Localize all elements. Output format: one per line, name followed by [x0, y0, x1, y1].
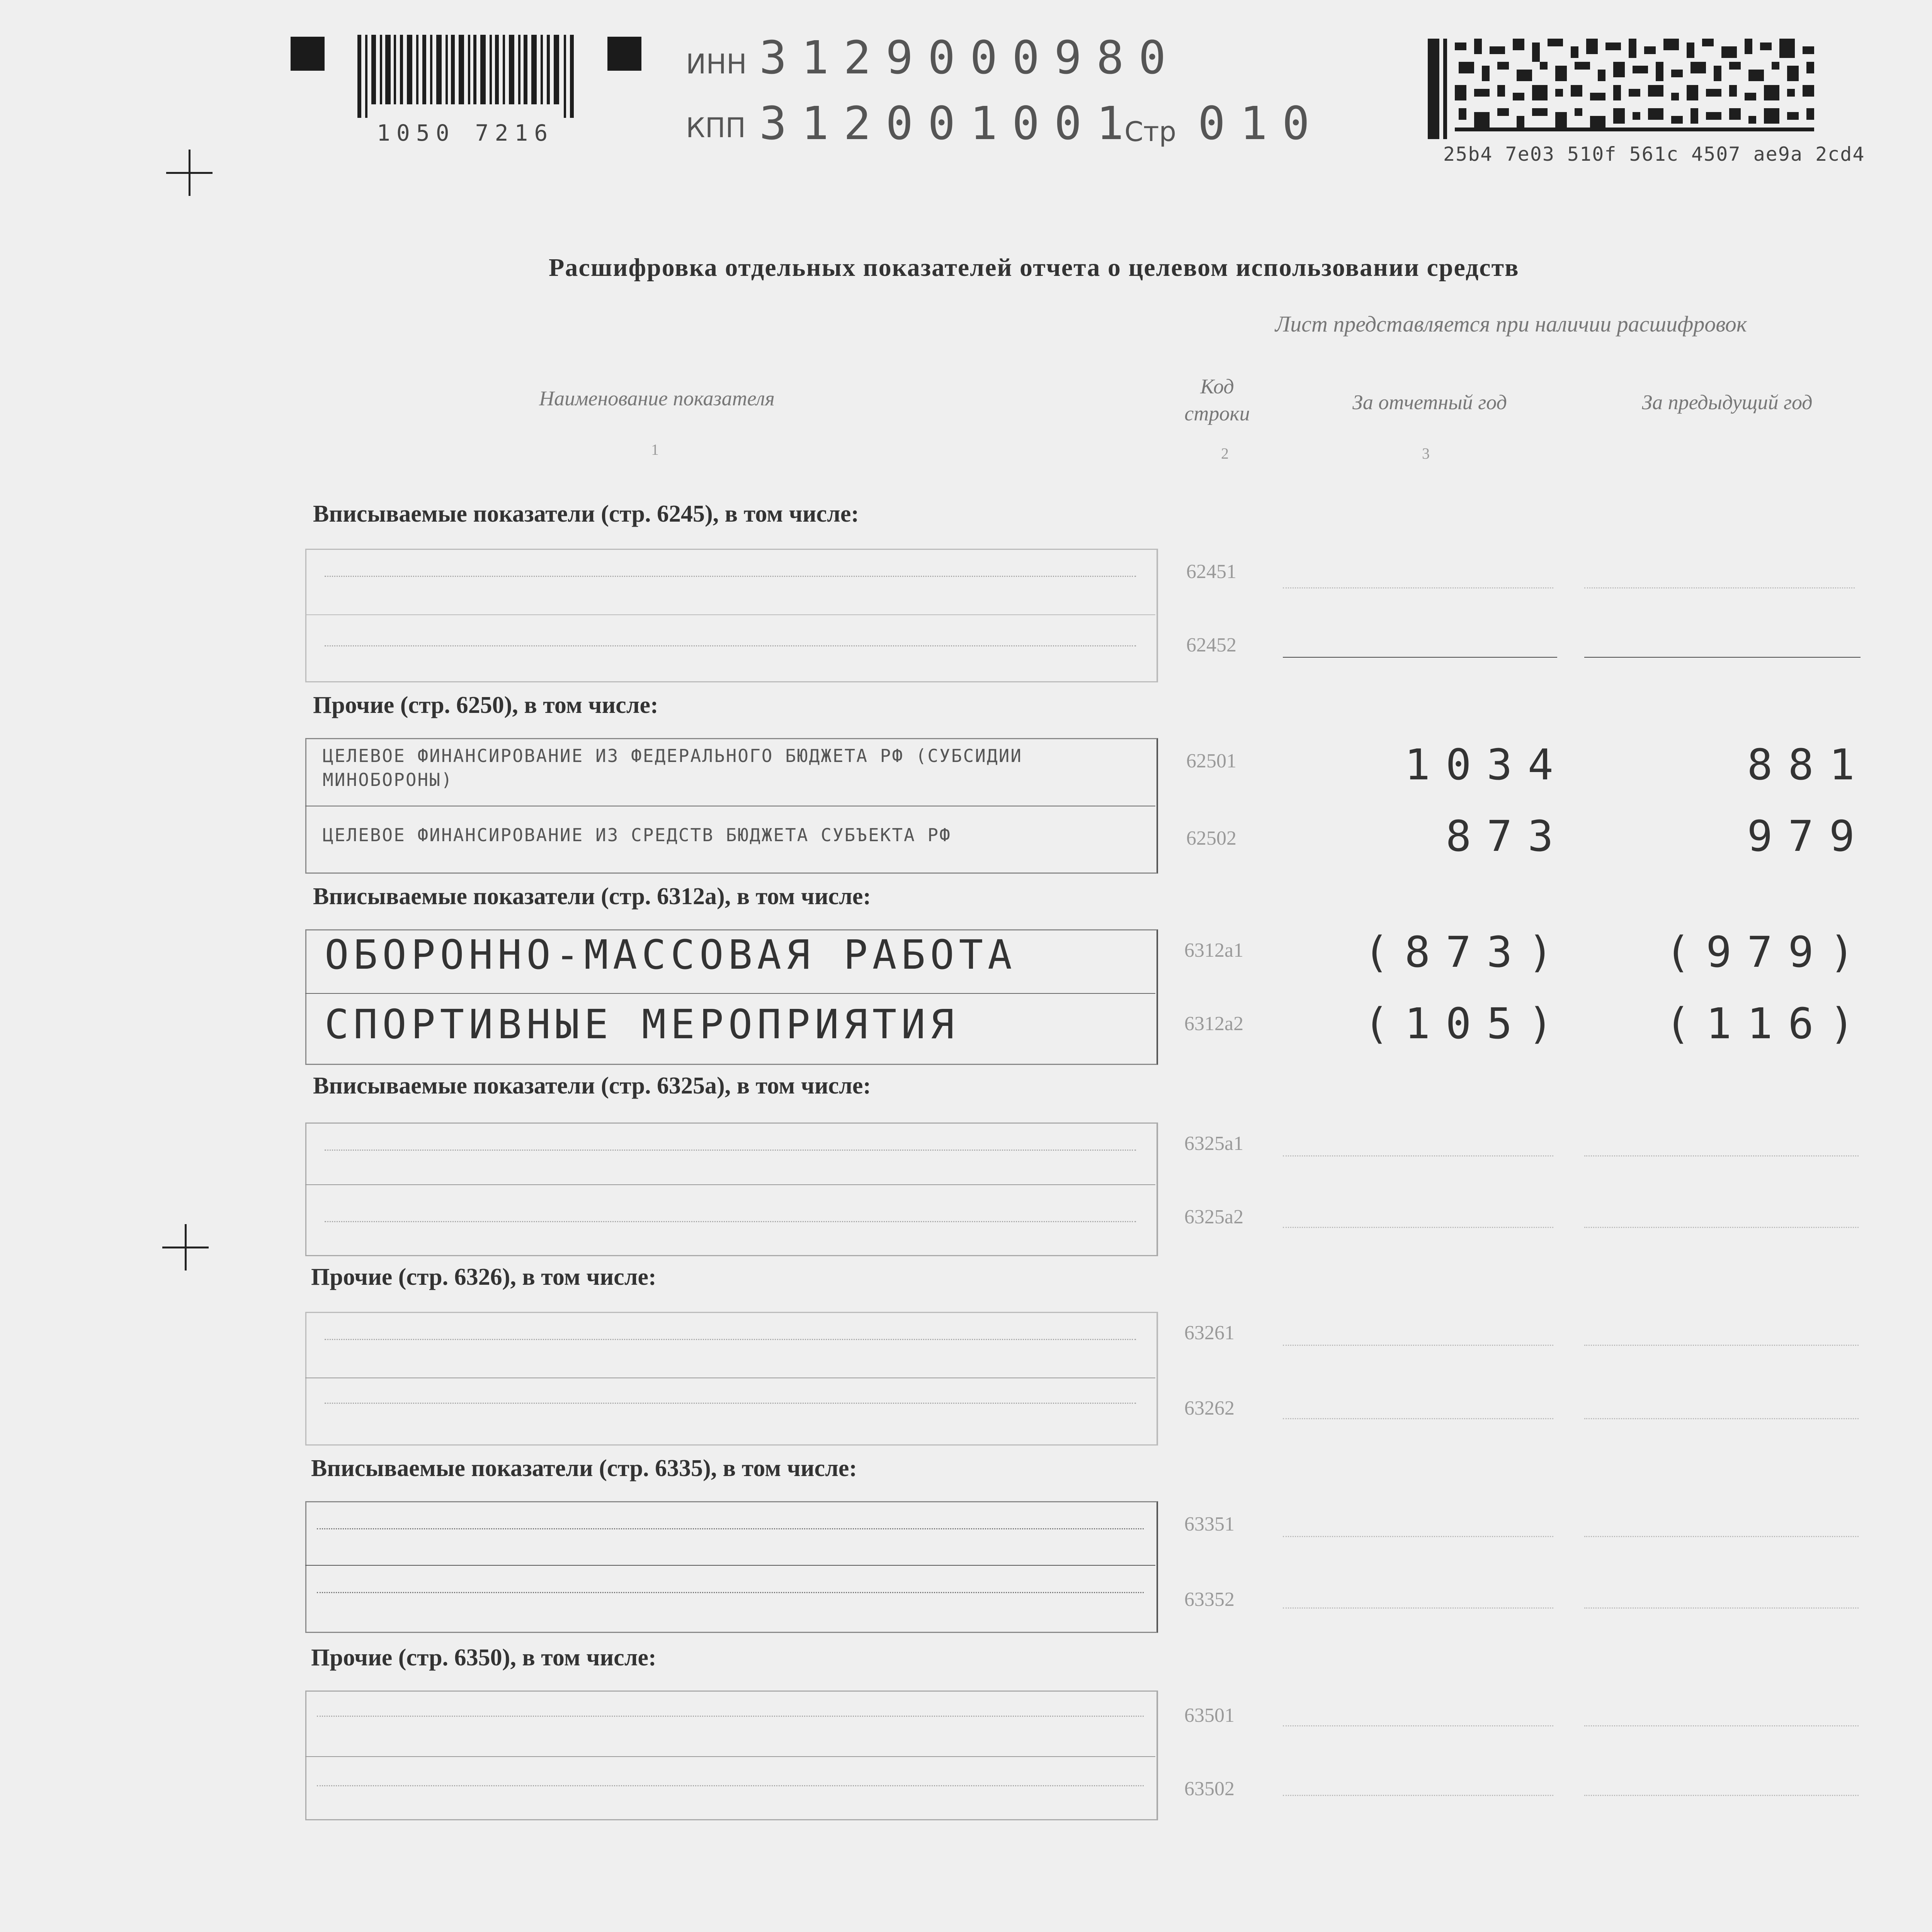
previous-year-cell[interactable]: [1584, 1536, 1859, 1537]
registration-cross: [166, 150, 213, 196]
section-heading: Вписываемые показатели (стр. 6325а), в том числе:: [313, 1073, 871, 1099]
row-code: 63352: [1184, 1588, 1235, 1611]
previous-year-value[interactable]: (116): [1665, 999, 1870, 1048]
section-heading: Вписываемые показатели (стр. 6335), в том числе:: [311, 1455, 857, 1481]
previous-year-cell[interactable]: [1584, 1607, 1859, 1609]
section-heading: Вписываемые показатели (стр. 6245), в том числе:: [313, 501, 859, 527]
entry-line: [317, 1592, 1144, 1593]
row-code: 62502: [1186, 827, 1236, 849]
current-year-cell[interactable]: [1283, 1725, 1553, 1726]
row-divider: [305, 1756, 1155, 1757]
current-year-cell[interactable]: [1283, 1418, 1553, 1419]
page-value: 010: [1198, 97, 1325, 150]
presentation-note: Лист представляется при наличии расшифровок: [1275, 311, 1747, 337]
entry-line: [317, 1716, 1144, 1717]
section-heading: Прочие (стр. 6250), в том числе:: [313, 692, 658, 718]
entry-line: [325, 1221, 1136, 1222]
row-code: 62452: [1186, 634, 1236, 656]
current-year-cell[interactable]: [1283, 1795, 1553, 1796]
current-year-cell[interactable]: [1283, 1345, 1553, 1346]
column-code-line1: Код: [1200, 375, 1234, 398]
row-name-box: [305, 1501, 1158, 1633]
page-label: Стр: [1124, 116, 1177, 148]
current-year-cell[interactable]: [1283, 587, 1553, 588]
current-year-value[interactable]: 1034: [1405, 740, 1569, 789]
row-code: 62501: [1186, 750, 1236, 772]
row-divider: [305, 614, 1155, 615]
column-number-3: 3: [1422, 445, 1430, 462]
section-heading: Прочие (стр. 6326), в том числе:: [311, 1264, 656, 1290]
current-year-cell[interactable]: [1283, 1227, 1553, 1228]
row-name: ЦЕЛЕВОЕ ФИНАНСИРОВАНИЕ ИЗ ФЕДЕРАЛЬНОГО БЮДЖЕТА РФ (СУБСИДИИ МИНОБОРОНЫ): [323, 745, 1022, 790]
entry-line: [317, 1785, 1144, 1786]
column-code-header: [1159, 373, 1275, 427]
row-divider: [305, 1565, 1155, 1566]
registration-cross: [162, 1224, 209, 1270]
entry-line: [325, 645, 1136, 646]
previous-year-cell[interactable]: [1584, 1345, 1859, 1346]
row-divider: [305, 1184, 1155, 1185]
column-number-2: 2: [1221, 445, 1229, 462]
row-code: 63351: [1184, 1513, 1235, 1535]
linear-barcode: [357, 35, 578, 118]
previous-year-value[interactable]: 979: [1747, 811, 1870, 861]
current-year-cell[interactable]: [1283, 1536, 1553, 1537]
hash-code: 25b4 7e03 510f 561c 4507 ae9a 2cd4: [1443, 143, 1865, 165]
previous-year-cell[interactable]: [1584, 1725, 1859, 1726]
barcode-number: 1050 7216: [377, 120, 554, 146]
row-name-box: [305, 549, 1158, 682]
registration-mark: [291, 37, 325, 71]
column-number-1: 1: [651, 441, 659, 458]
previous-year-cell[interactable]: [1584, 1795, 1859, 1796]
entry-line: [325, 1339, 1136, 1340]
inn-label: ИНН: [686, 48, 747, 80]
current-year-cell[interactable]: [1283, 1607, 1553, 1609]
row-name: ЦЕЛЕВОЕ ФИНАНСИРОВАНИЕ ИЗ СРЕДСТВ БЮДЖЕТА СУБЪЕКТА РФ: [323, 825, 951, 845]
column-code-line2: строки: [1184, 402, 1250, 425]
entry-line: [325, 576, 1136, 577]
current-year-cell[interactable]: [1283, 1155, 1553, 1156]
row-name: ОБОРОННО-МАССОВАЯ РАБОТА: [325, 931, 1017, 978]
previous-year-cell[interactable]: [1584, 1227, 1859, 1228]
kpp-label: КПП: [686, 112, 746, 144]
column-name-header: Наименование показателя: [539, 387, 775, 410]
previous-year-cell[interactable]: [1584, 1155, 1859, 1156]
entry-line: [317, 1528, 1144, 1529]
row-name: СПОРТИВНЫЕ МЕРОПРИЯТИЯ: [325, 1001, 959, 1048]
section-heading: Вписываемые показатели (стр. 6312а), в том числе:: [313, 883, 871, 910]
previous-year-cell[interactable]: [1584, 1418, 1859, 1419]
column-current-header: За отчетный год: [1352, 391, 1507, 414]
current-year-value[interactable]: 873: [1446, 811, 1569, 861]
registration-mark: [607, 37, 641, 71]
row-name-box: [305, 1690, 1158, 1820]
column-previous-header: За предыдущий год: [1642, 391, 1813, 414]
row-name-box: [305, 1312, 1158, 1446]
row-code: 6325а1: [1184, 1133, 1244, 1155]
section-heading: Прочие (стр. 6350), в том числе:: [311, 1645, 656, 1671]
row-code: 63501: [1184, 1704, 1235, 1726]
previous-year-cell[interactable]: [1584, 587, 1855, 588]
row-code: 6312а1: [1184, 939, 1244, 961]
row-code: 62451: [1186, 561, 1236, 583]
2d-barcode-top: [1428, 39, 1833, 139]
row-code: 63502: [1184, 1778, 1235, 1800]
current-year-value[interactable]: (105): [1363, 999, 1569, 1048]
kpp-value: 312001001: [759, 97, 1139, 150]
current-year-cell[interactable]: [1283, 657, 1557, 658]
previous-year-value[interactable]: 881: [1747, 740, 1870, 789]
inn-value: 3129000980: [759, 31, 1181, 84]
row-name-box: [305, 1122, 1158, 1256]
previous-year-value[interactable]: (979): [1665, 927, 1870, 977]
row-divider: [305, 993, 1155, 994]
entry-line: [325, 1150, 1136, 1151]
entry-line: [325, 1403, 1136, 1404]
previous-year-cell[interactable]: [1584, 657, 1861, 658]
row-code: 6312а2: [1184, 1013, 1244, 1035]
current-year-value[interactable]: (873): [1363, 927, 1569, 977]
row-code: 63261: [1184, 1322, 1235, 1344]
row-code: 63262: [1184, 1397, 1235, 1419]
page-title: Расшифровка отдельных показателей отчета о целевом использовании средств: [549, 253, 1519, 282]
row-code: 6325а2: [1184, 1206, 1244, 1228]
